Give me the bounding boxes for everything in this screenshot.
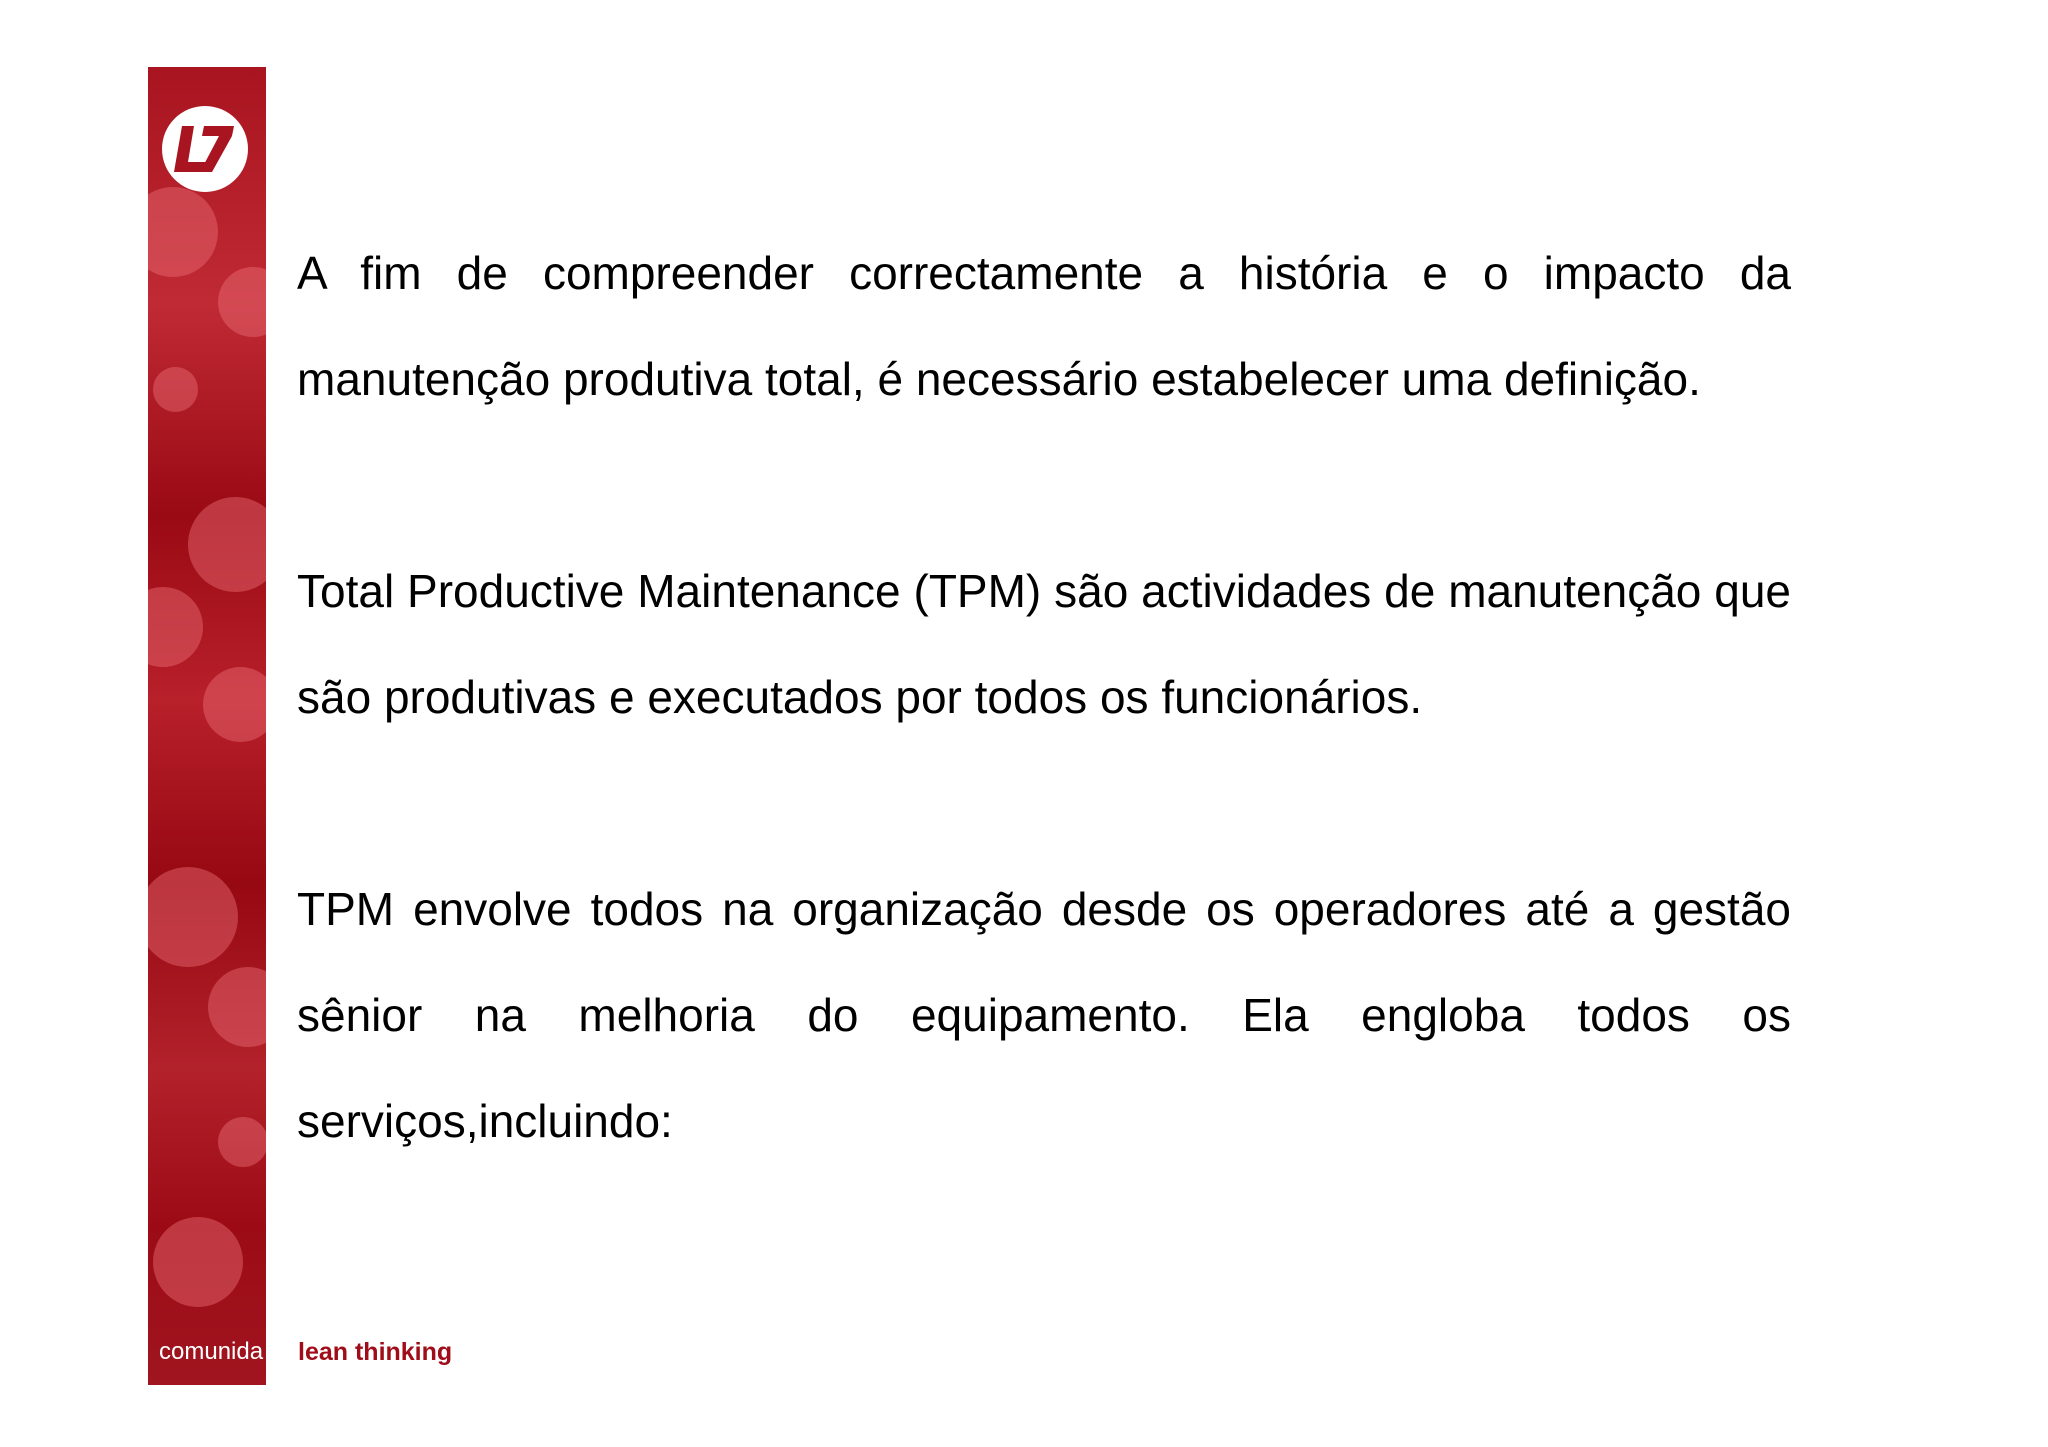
bokeh-shape <box>188 497 266 592</box>
slide-body <box>297 220 1791 1174</box>
footer-left-label: comunida <box>159 1338 264 1365</box>
bokeh-shape <box>203 667 266 742</box>
bokeh-shape <box>153 1217 243 1307</box>
side-band <box>148 67 266 1385</box>
bokeh-shape <box>218 1117 266 1167</box>
paragraph-tpm-scope: TPM envolve todos na organização desde os operadores até a gestão sênior na melhoria do equipamento. Ela engloba todos os serviços,incluindo: <box>297 883 1791 1147</box>
bokeh-shape <box>148 187 218 277</box>
paragraph-definition-intro: A fim de compreender correctamente a história e o impacto da manutenção produtiva total, é necessário estabelecer uma definição. <box>297 247 1791 405</box>
bokeh-shape <box>148 867 238 967</box>
paragraph-tpm-definition: Total Productive Maintenance (TPM) são actividades de manutenção que são produtivas e executados por todos os funcionários. <box>297 565 1791 723</box>
l7-logo-icon <box>160 104 250 194</box>
bokeh-shape <box>218 267 266 337</box>
bokeh-shape <box>153 367 198 412</box>
bokeh-shape <box>208 967 266 1047</box>
bokeh-shape <box>148 587 203 667</box>
footer-brand-label: lean thinking <box>298 1338 453 1366</box>
